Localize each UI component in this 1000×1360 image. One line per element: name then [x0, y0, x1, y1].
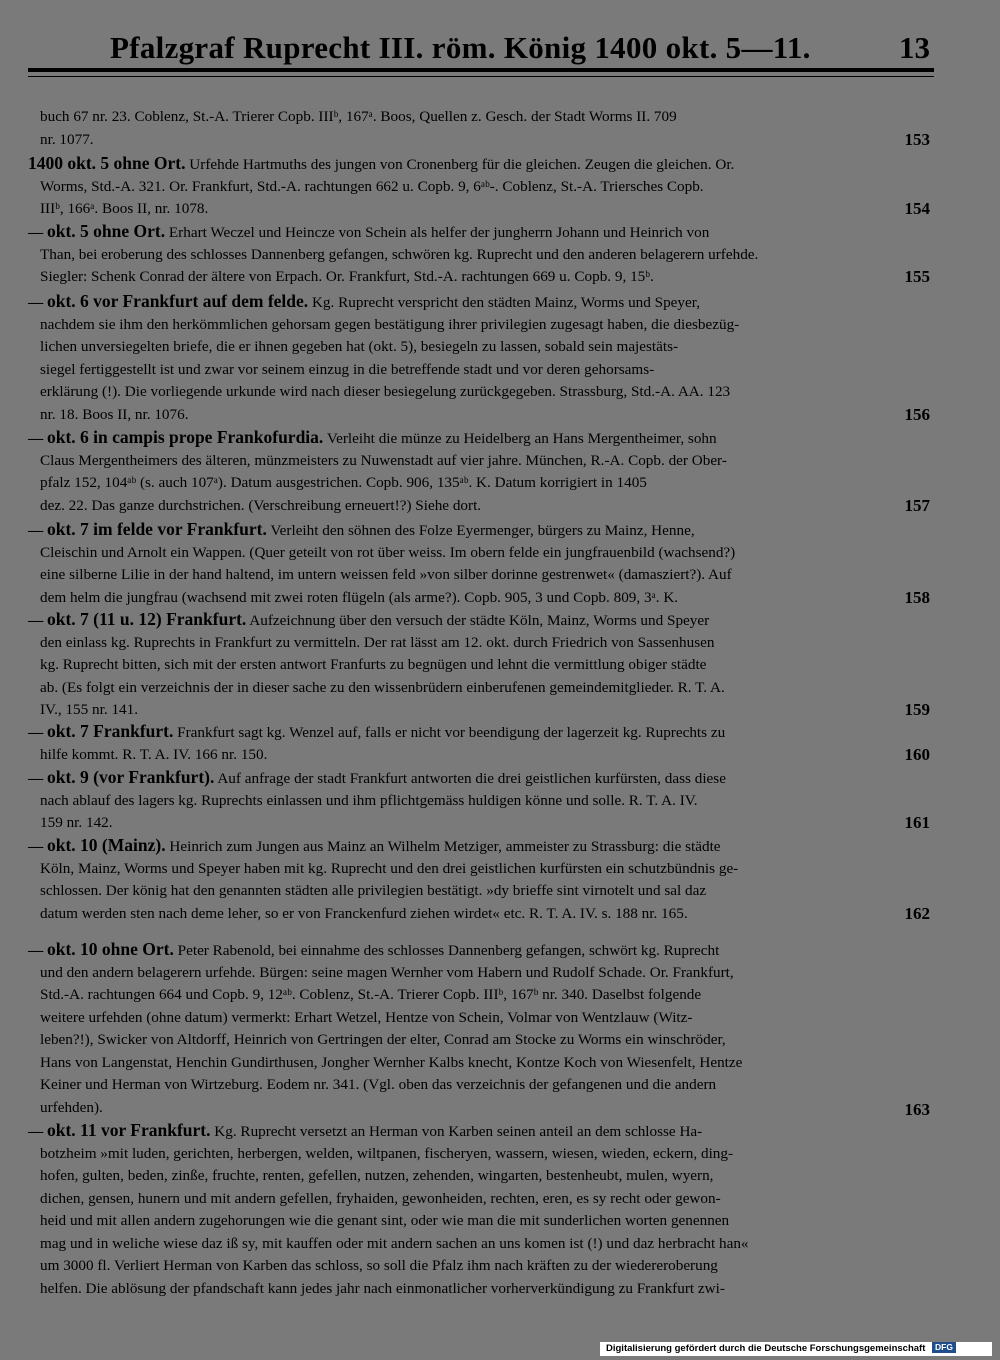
entry-line [40, 177, 704, 196]
entry-line [40, 985, 701, 1004]
entry-text: Köln, Mainz, Worms und Speyer haben mit kg. Ruprecht und den drei geistlichen kurfürsten ein schutzbündnis ge- [40, 859, 739, 877]
entry-date-place: okt. 10 (Mainz). [46, 835, 166, 855]
entry-line [40, 1189, 721, 1208]
entry-line [28, 836, 721, 855]
entry-line [40, 1166, 713, 1185]
entry-line [40, 565, 732, 584]
entry-line [40, 881, 706, 900]
entry-line [40, 655, 706, 674]
entry-text: dem helm die jungfrau (wachsend mit zwei roten flügeln (als arme?). Copb. 905, 3 und Copb. 809, 3ᵃ. K. [40, 588, 679, 606]
entry-line [28, 722, 725, 741]
entry-number: 163 [904, 1099, 930, 1119]
entry-text: helfen. Die ablösung der pfandschaft kann jedes jahr nach einmonatlicher vorherverkündigung zu Frankfurt zwi- [40, 1279, 725, 1297]
header-rule-thin [28, 76, 934, 77]
entry-text: heid und mit allen andern zugehorungen wie die genant sint, oder wie man die mit sunderlichen worten genennen [40, 1212, 730, 1229]
entry-text: den einlass kg. Ruprechts in Frankfurt zu vermitteln. Der rat lässt am 12. okt. durch Friedrich von Sassenhusen [40, 633, 715, 651]
entry-line [40, 588, 678, 607]
entry-number: 157 [904, 495, 930, 515]
entry-text: Urfehde Hartmuths des jungen von Cronenberg für die gleichen. Zeugen die gleichen. Or. [189, 156, 735, 173]
entry-number: 159 [904, 700, 930, 719]
entry-text: Kg. Ruprecht verspricht den städten Mainz, Worms und Speyer, [311, 294, 701, 311]
entry-date-place: okt. 7 (11 u. 12) Frankfurt. [46, 609, 247, 629]
entry-date-place: okt. 7 im felde vor Frankfurt. [46, 519, 267, 539]
entry-number: 154 [904, 199, 930, 218]
entry-date-place: okt. 5 ohne Ort. [46, 221, 166, 241]
entry-dash: — [28, 942, 44, 959]
entry-dash: — [28, 522, 44, 539]
entry-dash: — [28, 612, 44, 629]
entry-line [40, 700, 138, 719]
entry-number: 153 [904, 129, 930, 149]
entry-line [40, 859, 738, 878]
entry-line [40, 813, 113, 832]
entry-line [40, 451, 727, 470]
entry-date-place: okt. 11 vor Frankfurt. [46, 1120, 211, 1140]
entry-text: weitere urfehden (ohne datum) vermerkt: Erhart Wetzel, Hentze von Schein, Volmar von Wentzlauw (Witz- [40, 1008, 693, 1026]
entry-line [40, 543, 735, 562]
entry-line [40, 1144, 733, 1163]
entry-line [40, 199, 208, 218]
header-rule-thick [28, 68, 934, 72]
entry-text: Frankfurt sagt kg. Wenzel auf, falls er nicht vor beendigung der lagerzeit kg. Ruprechts zu [177, 724, 726, 741]
entry-line [40, 633, 714, 652]
entry-text: siegel fertiggestellt ist und zwar vor seinem einzug in die betreffende stadt und vor deren gehorsams- [40, 360, 655, 378]
entry-text: Verleiht die münze zu Heidelberg an Hans Mergentheimer, sohn [326, 430, 717, 447]
entry-date-place: okt. 7 Frankfurt. [46, 721, 174, 741]
entry-line [40, 382, 730, 401]
entry-dash: — [28, 430, 44, 447]
entry-text: Keiner und Herman von Wirtzeburg. Eodem nr. 341. (Vgl. oben das verzeichnis der gefangenen und die andern [40, 1076, 717, 1093]
entry-line [40, 267, 654, 286]
entry-number: 155 [904, 267, 930, 286]
entry-line [40, 1256, 718, 1275]
page-header [40, 30, 930, 66]
entry-dash: — [28, 838, 44, 855]
entry-text: und den andern belagerern urfehde. Bürgen: seine magen Wernher vom Habern und Rudolf Schade. Or. Frankfurt, [40, 963, 734, 981]
entry-dash: — [28, 770, 44, 787]
entry-text: hofen, gulten, beden, zinße, fruchte, renten, gefellen, nutzen, zehenden, wingarten, bestenheubt, mulen, wyern, [40, 1167, 714, 1184]
dfg-footer [600, 1342, 992, 1356]
entry-line [28, 768, 726, 787]
entry-text: IV., 155 nr. 141. [40, 701, 139, 718]
entry-line [28, 292, 700, 311]
page-number: 13 [899, 30, 930, 65]
entry-line [28, 520, 695, 539]
entry-text: Worms, Std.-A. 321. Or. Frankfurt, Std.-A. rachtungen 662 u. Copb. 9, 6ᵃᵇ-. Coblenz, St.-A. Triersches Copb. [40, 177, 704, 195]
entry-text: kg. Ruprecht bitten, sich mit der ersten antwort Franfurts zu begnügen und lehnt die vermittlung obiger städte [40, 656, 707, 673]
entry-dash: — [28, 1123, 44, 1140]
entry-text: Auf anfrage der stadt Frankfurt antworten die drei geistlichen kurfürsten, dass diese [217, 770, 726, 787]
entry-text: schlossen. Der könig hat den genannten städten alle privilegien bestätigt. »dy brieffe sint virnotelt und sal daz [40, 882, 707, 899]
entry-line [40, 1030, 726, 1049]
entry-line [28, 428, 717, 447]
entry-text: 159 nr. 142. [40, 814, 113, 831]
dfg-logo: DFG [932, 1342, 956, 1353]
entry-text: Claus Mergentheimers des älteren, münzmeisters zu Nuwenstadt auf vier jahre. München, R.-A. Copb. der Ober- [40, 451, 727, 469]
entry-text: Aufzeichnung über den versuch der städte Köln, Mainz, Worms und Speyer [249, 612, 710, 629]
entry-line [28, 940, 719, 959]
entry-line [40, 473, 647, 492]
entry-text: urfehden). [40, 1098, 103, 1116]
entry-text: IIIᵇ, 166ᵃ. Boos II, nr. 1078. [40, 200, 209, 217]
entry-line [28, 1121, 702, 1140]
entry-text: hilfe kommt. R. T. A. IV. 166 nr. 150. [40, 745, 268, 763]
entry-text: Verleiht den söhnen des Folze Eyermenger, bürgers zu Mainz, Henne, [270, 522, 695, 539]
entry-date-place: okt. 10 ohne Ort. [46, 939, 174, 959]
entry-number: 158 [904, 587, 930, 607]
entry-line [40, 1234, 749, 1253]
entry-number: 160 [904, 744, 930, 764]
entry-dash: — [28, 224, 44, 241]
entry-line [40, 791, 698, 810]
entry-number: 161 [904, 813, 930, 832]
entry-line [28, 154, 734, 173]
entry-number: 162 [904, 903, 930, 923]
entry-text: Hans von Langenstat, Henchin Gundirthusen, Jongher Wernher Kalbs knecht, Kontze Koch von Wiesenfelt, Hentze [40, 1053, 743, 1071]
entry-text: Than, bei eroberung des schlosses Dannenberg gefangen, schwören kg. Ruprecht und den anderen belagerern urfehde. [40, 245, 759, 263]
entry-line [40, 963, 734, 982]
entry-line [40, 1075, 716, 1094]
entry-text: nachdem sie ihm den herkömmlichen gehorsam gegen bestätigung ihrer privilegien zugesagt haben, die diesbezüg- [40, 315, 740, 333]
entry-dash: — [28, 724, 44, 741]
entry-text: nr. 1077. [40, 130, 94, 148]
entry-text: lichen unversiegelten briefe, die er ihnen gegeben hat (okt. 5), besiegeln zu lassen, sobald sein majestäts- [40, 338, 679, 355]
entry-text: leben?!), Swicker von Altdorff, Heinrich von Gertringen der elter, Conrad am Stocke zu Worms ein winschröder, [40, 1031, 726, 1048]
entry-line [40, 1008, 692, 1027]
entry-text: Erhart Weczel und Heincze von Schein als helfer der jungherrn Johann und Heinrich von [168, 224, 710, 241]
entry-text: datum werden sten nach deme leher, so er von Franckenfurd ziehen wirdet« etc. R. T. A. IV. s. 188 nr. 165. [40, 904, 688, 922]
entry-line [28, 610, 709, 629]
entry-line [40, 107, 677, 126]
entry-text: eine silberne Lilie in der hand haltend, im untern weissen feld »von silber dorinne gestrenwet« (damasziert?). Auf [40, 566, 732, 583]
entry-date-place: okt. 9 (vor Frankfurt). [46, 767, 215, 787]
entry-dash: — [28, 294, 44, 311]
entry-line [40, 245, 758, 264]
entry-text: Peter Rabenold, bei einnahme des schlosses Dannenberg gefangen, schwört kg. Ruprecht [177, 942, 720, 959]
entry-line [40, 1053, 742, 1072]
entry-line [40, 337, 678, 356]
entry-line [40, 904, 688, 923]
entry-text: um 3000 fl. Verliert Herman von Karben das schloss, so soll die Pfalz ihm nach kräften zu der wiedereroberung [40, 1257, 718, 1274]
entry-text: erklärung (!). Die vorliegende urkunde wird nach dieser besiegelung zurückgegeben. Strassburg, Std.-A. AA. 123 [40, 383, 731, 400]
entry-date-place: okt. 6 vor Frankfurt auf dem felde. [46, 291, 309, 311]
entry-line [40, 315, 739, 334]
entry-date-place: 1400 okt. 5 ohne Ort. [28, 153, 186, 173]
entry-line [40, 130, 94, 149]
entry-text: Std.-A. rachtungen 664 und Copb. 9, 12ᵃᵇ. Coblenz, St.-A. Trierer Copb. IIIᵇ, 167ᵇ nr. 340. Daselbst folgende [40, 986, 702, 1003]
entry-text: Siegler: Schenk Conrad der ältere von Erpach. Or. Frankfurt, Std.-A. rachtungen 669 u. Copb. 9, 15ᵇ. [40, 268, 654, 285]
entry-line [40, 745, 267, 764]
footer-text: Digitalisierung gefördert durch die Deutsche Forschungsgemeinschaft [606, 1343, 926, 1354]
entry-line [40, 360, 654, 379]
entry-text: Kg. Ruprecht versetzt an Herman von Karben seinen anteil an dem schlosse Ha- [214, 1123, 703, 1140]
entry-line [40, 496, 481, 515]
entry-text: nach ablauf des lagers kg. Ruprechts einlassen und ihm pflichtgemäss huldigen könne und solle. R. T. A. IV. [40, 791, 698, 809]
entry-text: dez. 22. Das ganze durchstrichen. (Verschreibung erneuert!?) Siehe dort. [40, 496, 482, 514]
entry-text: buch 67 nr. 23. Coblenz, St.-A. Trierer Copb. IIIᵇ, 167ᵃ. Boos, Quellen z. Gesch. der Stadt Worms II. 709 [40, 108, 677, 125]
entry-line [28, 222, 709, 241]
entry-text: Cleischin und Arnolt ein Wappen. (Quer geteilt von rot über weiss. Im obern felde ein jungfrauenbild (wachsend?) [40, 543, 736, 561]
entry-line [40, 678, 725, 697]
entry-text: ab. (Es folgt ein verzeichnis der in dieser sache zu den wissenbrüdern einberufenen gemeindemitglieder. R. T. A. [40, 678, 725, 696]
entry-text: dichen, gensen, hunern und mit andern gefellen, fryhaiden, gewonheiden, rechten, eren, es sy recht oder gewon- [40, 1189, 721, 1207]
entry-line [40, 405, 189, 424]
page-title: Pfalzgraf Ruprecht III. röm. König 1400 okt. 5—11. [110, 30, 811, 65]
entry-line [40, 1211, 729, 1230]
entry-text: nr. 18. Boos II, nr. 1076. [40, 405, 189, 423]
entry-date-place: okt. 6 in campis prope Frankofurdia. [46, 427, 324, 447]
entry-line [40, 1098, 103, 1117]
entry-text: mag und in weliche wiese daz iß sy, mit kauffen oder mit andern sachen an uns komen ist (!) und daz herbracht han« [40, 1234, 749, 1252]
entry-number: 156 [904, 404, 930, 424]
entry-line [40, 1279, 725, 1298]
entry-text: botzheim »mit luden, gerichten, herbergen, welden, wiltpanen, fischeryen, wassern, wiesen, wieden, eckern, ding- [40, 1144, 734, 1162]
entry-text: Heinrich zum Jungen aus Mainz an Wilhelm Metziger, ammeister zu Strassburg: die städte [169, 838, 721, 855]
entry-text: pfalz 152, 104ᵃᵇ (s. auch 107ᵃ). Datum ausgestrichen. Copb. 906, 135ᵃᵇ. K. Datum korrigiert in 1405 [40, 474, 647, 491]
